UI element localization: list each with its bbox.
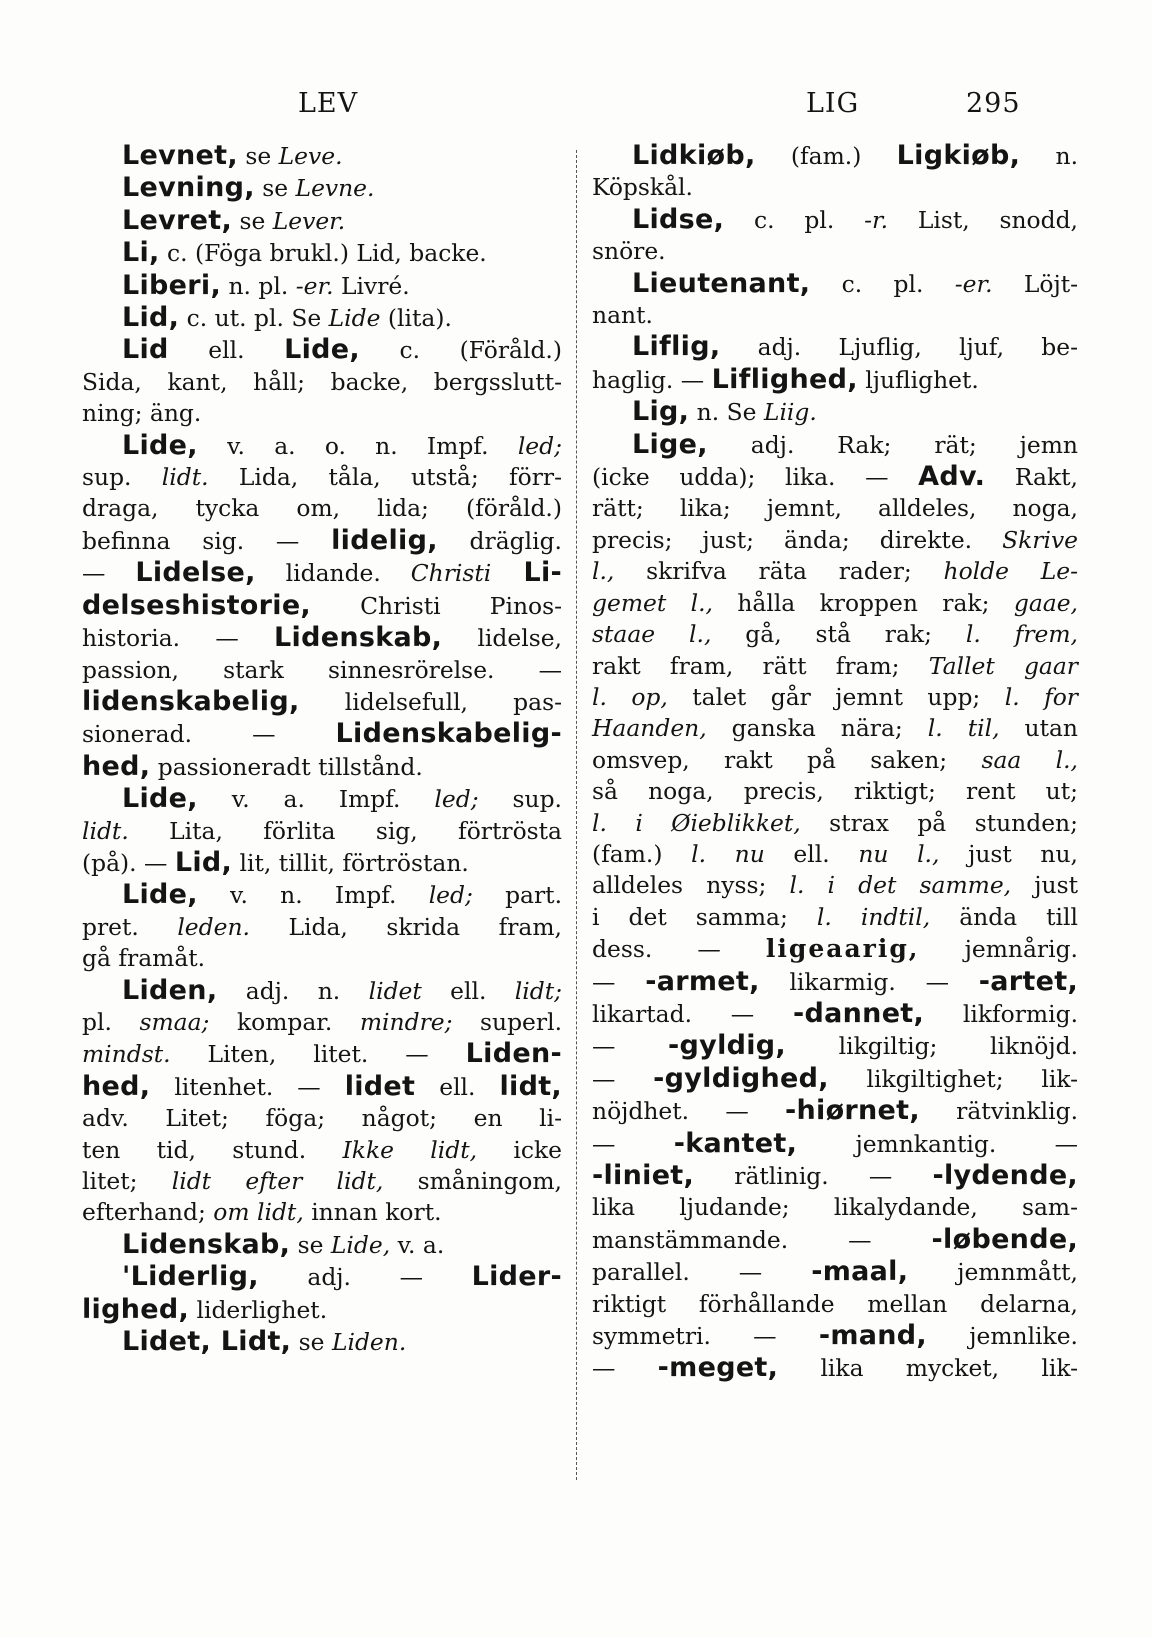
definition-text: ten tid, stund. [82, 1135, 343, 1164]
text-line [82, 751, 562, 783]
definition-text: n. pl. [221, 271, 296, 300]
definition-text: befinna sig. — [82, 526, 332, 555]
left-column [82, 140, 562, 1358]
definition-text: rakt fram, rätt fram; [592, 651, 929, 680]
italic-text: -er. [295, 271, 334, 300]
text-line [82, 816, 562, 847]
text-line [592, 1289, 1078, 1320]
definition-text: just nu, [939, 839, 1078, 868]
italic-text: l. til, [927, 714, 1000, 743]
text-line [82, 237, 562, 269]
definition-text: ell. [415, 1072, 500, 1101]
text-line [592, 1095, 1078, 1127]
italic-text: l. for [1004, 682, 1078, 711]
text-line [82, 1197, 562, 1228]
headword: lidet [344, 1070, 416, 1102]
text-line [592, 902, 1078, 933]
italic-text: holde Le- [943, 557, 1078, 586]
headword: -kantet, [673, 1127, 798, 1159]
text-line [82, 912, 562, 943]
definition-text: icke [477, 1135, 562, 1164]
definition-text: Löjt- [992, 269, 1079, 298]
headword: -hiørnet, [784, 1095, 920, 1127]
text-line [82, 943, 562, 974]
italic-text: Skrive [1002, 525, 1078, 554]
text-line [592, 776, 1078, 807]
definition-text: liderlighet. [189, 1295, 328, 1324]
headword: Lieutenant, [632, 267, 811, 299]
definition-text: (fam.) [592, 839, 692, 868]
page-header [0, 88, 1152, 132]
headword: Lige, [632, 428, 708, 460]
definition-text: adv. Litet; föga; något; en li- [82, 1104, 562, 1133]
italic-text: Lide, [330, 1230, 391, 1259]
italic-text: Liden. [331, 1328, 407, 1357]
text-line [592, 1192, 1078, 1223]
headword: -lydende, [932, 1160, 1078, 1191]
definition-text: rätvinklig. [919, 1097, 1078, 1126]
italic-text: lidt. [82, 816, 129, 845]
definition-text: ell. [421, 976, 515, 1005]
definition-text: (fam.) [755, 142, 897, 170]
definition-text: strax på stunden; [800, 808, 1078, 837]
definition-text: likgiltig; liknöjd. [786, 1032, 1079, 1061]
headword: -artet, [978, 965, 1079, 997]
definition-text: (lita). [380, 304, 452, 333]
text-line [82, 1294, 562, 1326]
definition-text: v. a. o. n. Impf. [197, 431, 518, 460]
definition-text: c. ut. pl. Se [179, 304, 329, 333]
italic-text: mindre; [359, 1007, 453, 1036]
headword: lidenskabelig, [82, 685, 300, 717]
text-line [592, 268, 1078, 300]
definition-text: c. (Föga brukl.) Lid, backe. [159, 239, 487, 268]
definition-text: pret. [82, 912, 178, 941]
italic-text: lidt efter lidt, [171, 1167, 384, 1195]
text-line [592, 331, 1078, 363]
definition-text: nöjdhet. — [592, 1097, 785, 1126]
italic-text: led; [434, 785, 479, 814]
headword: hed, [82, 1070, 151, 1102]
headword: Lide, [122, 879, 198, 911]
headword: -armet, [645, 965, 760, 997]
definition-text: — [592, 1129, 674, 1158]
definition-text: likformig. [924, 999, 1078, 1028]
text-line [592, 1128, 1078, 1160]
definition-text: nant. [592, 301, 653, 330]
italic-text: -er. [954, 269, 993, 298]
text-line [82, 1166, 562, 1197]
definition-text: likgiltighet; lik- [828, 1064, 1078, 1093]
definition-text: hålla kroppen rak; [712, 588, 1014, 617]
headword: Adv. [918, 461, 986, 493]
text-line [82, 140, 562, 172]
headword: -løbende, [931, 1223, 1078, 1255]
text-line [592, 204, 1078, 236]
italic-text: l. i Øieblikket, [592, 808, 801, 837]
italic-text: mindst. [82, 1040, 171, 1069]
text-line [592, 588, 1078, 619]
definition-text: se [291, 1328, 332, 1357]
text-line [592, 870, 1078, 901]
definition-text: Lita, förlita sig, förtrösta [128, 816, 562, 845]
definition-text: ning; äng. [82, 399, 202, 428]
headword: Levning, [122, 172, 255, 204]
text-line [592, 998, 1078, 1030]
headword: Lider- [471, 1261, 562, 1293]
headword: Lidet, Lidt, [122, 1326, 292, 1358]
headword: -liniet, [592, 1160, 695, 1191]
definition-text: lika mycket, lik- [778, 1354, 1078, 1383]
italic-text: Ikke lidt, [342, 1135, 478, 1164]
text-line [592, 525, 1078, 556]
definition-text: se [290, 1230, 331, 1259]
text-line [592, 556, 1078, 587]
headword: Lid, [122, 302, 180, 334]
header-right-guideword: LIG [806, 88, 860, 119]
headword: Liberi, [122, 269, 222, 301]
definition-text: jemnkantig. — [797, 1129, 1079, 1158]
header-left-guideword: LEV [298, 88, 359, 119]
definition-text: utan [999, 714, 1078, 743]
italic-text: l. nu [691, 839, 765, 868]
definition-text: adj. Ljuflig, ljuf, be- [720, 333, 1078, 362]
text-line [592, 745, 1078, 776]
italic-text: Levne. [295, 174, 375, 203]
text-line [592, 1224, 1078, 1256]
right-column [592, 140, 1078, 1385]
italic-text: leden. [177, 912, 250, 941]
definition-text: jemnmått, [908, 1258, 1078, 1287]
headword: Lidenskabelig- [335, 718, 562, 750]
headword: Levret, [122, 204, 233, 236]
text-line [592, 396, 1078, 428]
italic-text: lidt; [514, 976, 562, 1005]
text-line [82, 686, 562, 718]
definition-text: — [592, 1064, 654, 1093]
headword: Levnet, [122, 140, 238, 171]
definition-text: dess. — [592, 935, 766, 964]
italic-text: Christi [410, 559, 492, 588]
text-line [82, 462, 562, 493]
text-line [82, 1038, 562, 1070]
definition-text: precis; just; ända; direkte. [592, 525, 1003, 554]
definition-text: Liten, litet. — [170, 1040, 466, 1069]
text-line [82, 205, 562, 237]
definition-text: Sida, kant, håll; backe, bergsslutt- [82, 367, 562, 396]
headword: Lide, [122, 429, 198, 461]
text-line [82, 270, 562, 302]
headword: lidelig, [331, 524, 438, 556]
definition-text: gå framåt. [82, 944, 206, 973]
text-line [82, 557, 562, 589]
headword: lidt, [499, 1070, 562, 1102]
definition-text: part. [472, 881, 563, 910]
headword: Ligkiøb, [896, 140, 1021, 171]
text-line [82, 172, 562, 204]
definition-text: just [1011, 871, 1078, 900]
definition-text: Lida, tåla, utstå; förr- [208, 463, 563, 492]
definition-text: jemnlike. [926, 1322, 1078, 1351]
text-line [82, 1326, 562, 1358]
definition-text: ljuflighet. [857, 365, 979, 394]
text-line [592, 933, 1078, 965]
text-line [82, 1071, 562, 1103]
definition-text: sup. [82, 463, 162, 492]
text-line [592, 236, 1078, 267]
definition-text: lidelsefull, pas- [299, 687, 562, 716]
text-line [592, 1256, 1078, 1288]
definition-text: parallel. — [592, 1258, 812, 1287]
text-line [82, 783, 562, 815]
definition-text: v. a. Impf. [197, 785, 435, 814]
text-line [592, 839, 1078, 870]
text-line [82, 1103, 562, 1134]
definition-text: draga, tycka om, lida; (föråld.) [82, 494, 562, 523]
definition-text: passioneradt tillstånd. [150, 752, 423, 781]
headword: Lide, [122, 783, 198, 815]
italic-text: l. i det samme, [789, 871, 1012, 900]
column-divider [576, 150, 577, 1480]
definition-text: ell. [168, 336, 285, 365]
definition-text: gå, stå rak; [711, 620, 966, 649]
text-line [82, 398, 562, 429]
definition-text: dräglig. [437, 526, 562, 555]
definition-text: — [592, 967, 646, 996]
definition-text: i det samma; [592, 902, 817, 931]
definition-text: lidelse, [442, 624, 562, 653]
definition-text: så noga, precis, riktigt; rent ut; [592, 777, 1078, 806]
definition-text: likarmig. — [759, 967, 979, 996]
italic-text: Lever. [272, 206, 346, 235]
definition-text: pl. [82, 1007, 140, 1036]
headword: Lid [122, 334, 169, 366]
text-line [592, 1063, 1078, 1095]
headword: Lidkiøb, [632, 140, 756, 171]
definition-text: superl. [452, 1007, 562, 1036]
text-line [82, 1007, 562, 1038]
definition-text: snöre. [592, 237, 666, 266]
italic-text: lidt. [161, 463, 209, 492]
text-line [82, 718, 562, 750]
headword: Li, [122, 237, 160, 269]
italic-text: l. indtil, [816, 902, 931, 931]
italic-text: led; [517, 431, 562, 460]
text-line [82, 430, 562, 462]
italic-text: lidet [368, 976, 422, 1005]
definition-text: jemnårig. [919, 935, 1078, 964]
text-line [82, 622, 562, 654]
headword: Liflig, [632, 331, 721, 363]
definition-text: manstämmande. — [592, 1225, 932, 1254]
headword: -dannet, [793, 997, 925, 1029]
text-line [592, 713, 1078, 744]
definition-text: passion, stark sinnesrörelse. — [82, 655, 562, 684]
definition-text: alldeles nyss; [592, 871, 790, 900]
headword: Lide, [284, 334, 360, 366]
text-line [592, 966, 1078, 998]
definition-text: kompar. [209, 1007, 360, 1036]
italic-text: l. op, [592, 682, 668, 711]
definition-text: historia. — [82, 624, 275, 653]
definition-text: se [254, 174, 296, 203]
text-line [82, 879, 562, 911]
definition-text: Köpskål. [592, 173, 693, 202]
text-line [82, 334, 562, 366]
definition-text: (på). — [82, 848, 175, 877]
text-line [592, 1160, 1078, 1192]
definition-text: v. n. Impf. [197, 881, 429, 910]
headword: -meget, [657, 1352, 779, 1384]
italic-text: l. frem, [965, 620, 1078, 649]
headword: ligeaarig, [765, 934, 920, 964]
definition-text: — [592, 1032, 669, 1061]
text-line [592, 461, 1078, 493]
italic-text: smaa; [139, 1007, 210, 1036]
italic-text: nu l., [858, 839, 940, 868]
text-line [82, 1135, 562, 1166]
definition-text: talet går jemnt upp; [667, 682, 1005, 711]
definition-text: c. pl. [810, 269, 955, 298]
headword: -mand, [818, 1320, 927, 1352]
headword: lighed, [82, 1293, 190, 1325]
definition-text: sup. [478, 785, 562, 814]
text-line [82, 1229, 562, 1261]
definition-text: ell. [764, 839, 859, 868]
definition-text: efterhand; [82, 1198, 214, 1227]
definition-text: c. (Föråld.) [359, 336, 562, 365]
text-line [592, 140, 1078, 172]
definition-text: likartad. — [592, 999, 793, 1028]
definition-text: lidande. [255, 559, 411, 588]
definition-text: haglig. — [592, 365, 712, 394]
italic-text: led; [428, 881, 473, 910]
text-line [592, 682, 1078, 713]
definition-text: sionerad. — [82, 720, 336, 749]
definition-text: omsvep, rakt på saken; [592, 745, 982, 774]
italic-text: l., [592, 557, 615, 586]
definition-text: List, snodd, [888, 205, 1078, 234]
italic-text: -r. [864, 205, 889, 234]
text-line [592, 808, 1078, 839]
definition-text: litet; [82, 1167, 172, 1195]
headword: -gyldighed, [653, 1062, 829, 1094]
italic-text: Tallet gaar [928, 651, 1078, 680]
page-number: 295 [966, 88, 1021, 119]
italic-text: staae l., [592, 620, 712, 649]
headword: Lidenskab, [122, 1228, 291, 1260]
text-line [592, 300, 1078, 331]
italic-text: gemet l., [592, 588, 713, 617]
definition-text: symmetri. — [592, 1322, 819, 1351]
headword: -maal, [811, 1256, 909, 1288]
italic-text: Haanden, [592, 714, 707, 743]
definition-text: ända till [930, 902, 1078, 931]
text-line [82, 367, 562, 398]
italic-text: Liig. [763, 398, 817, 427]
headword: 'Liderlig, [122, 1261, 259, 1293]
text-line [592, 651, 1078, 682]
headword: Li- [491, 557, 563, 589]
definition-text: ganska nära; [706, 714, 928, 743]
text-line [82, 1261, 562, 1293]
definition-text: — [592, 1354, 658, 1383]
text-line [82, 493, 562, 524]
headword: Lid, [174, 846, 233, 878]
text-line [592, 364, 1078, 396]
text-line [82, 975, 562, 1007]
text-line [592, 1030, 1078, 1062]
definition-text: rätlinig. — [694, 1162, 933, 1190]
definition-text: småningom, [383, 1167, 562, 1195]
italic-text: gaae, [1013, 588, 1078, 617]
definition-text: riktigt förhållande mellan delarna, [592, 1289, 1078, 1318]
text-line [82, 655, 562, 686]
definition-text: (icke udda); lika. — [592, 463, 919, 492]
headword: hed, [82, 750, 151, 782]
definition-text: n. [1020, 142, 1079, 170]
headword: Liden- [465, 1038, 562, 1070]
definition-text: n. Se [689, 398, 764, 427]
headword: Lidse, [632, 203, 725, 235]
definition-text: adj. Rak; rät; jemn [707, 430, 1078, 459]
definition-text: se [237, 142, 279, 170]
text-line [82, 525, 562, 557]
definition-text: Livré. [333, 271, 410, 300]
definition-text: Christi Pinos- [311, 591, 562, 620]
text-line [592, 1352, 1078, 1384]
headword: Liden, [122, 974, 218, 1006]
italic-text: om lidt, [213, 1198, 304, 1227]
text-line [82, 590, 562, 622]
headword: Liflighed, [711, 363, 858, 395]
headword: Lig, [632, 396, 690, 428]
text-line [592, 429, 1078, 461]
definition-text: lika ljudande; likalydande, sam- [592, 1193, 1078, 1222]
italic-text: saa l., [981, 745, 1078, 774]
headword: Lidelse, [135, 557, 256, 589]
text-line [82, 847, 562, 879]
italic-text: Leve. [278, 142, 343, 170]
headword: -gyldig, [668, 1030, 786, 1062]
definition-text: innan kort. [303, 1198, 442, 1227]
headword: delseshistorie, [82, 589, 311, 621]
definition-text: adj. — [258, 1263, 472, 1292]
text-line [592, 172, 1078, 203]
headword: Lidenskab, [274, 622, 443, 654]
definition-text: rätt; lika; jemnt, alldeles, noga, [592, 494, 1078, 523]
definition-text: Lida, skrida fram, [249, 912, 562, 941]
definition-text: se [232, 206, 273, 235]
definition-text: Rakt, [985, 463, 1078, 492]
text-line [82, 302, 562, 334]
definition-text: lit, tillit, förtröstan. [232, 848, 469, 877]
definition-text: — [82, 559, 136, 588]
definition-text: v. a. [390, 1230, 445, 1259]
text-line [592, 1320, 1078, 1352]
definition-text: c. pl. [724, 205, 865, 234]
text-line [592, 493, 1078, 524]
definition-text: skrifva räta rader; [614, 557, 944, 586]
italic-text: Lide [328, 304, 381, 333]
definition-text: litenhet. — [150, 1072, 345, 1101]
text-line [592, 619, 1078, 650]
definition-text: adj. n. [217, 976, 369, 1005]
